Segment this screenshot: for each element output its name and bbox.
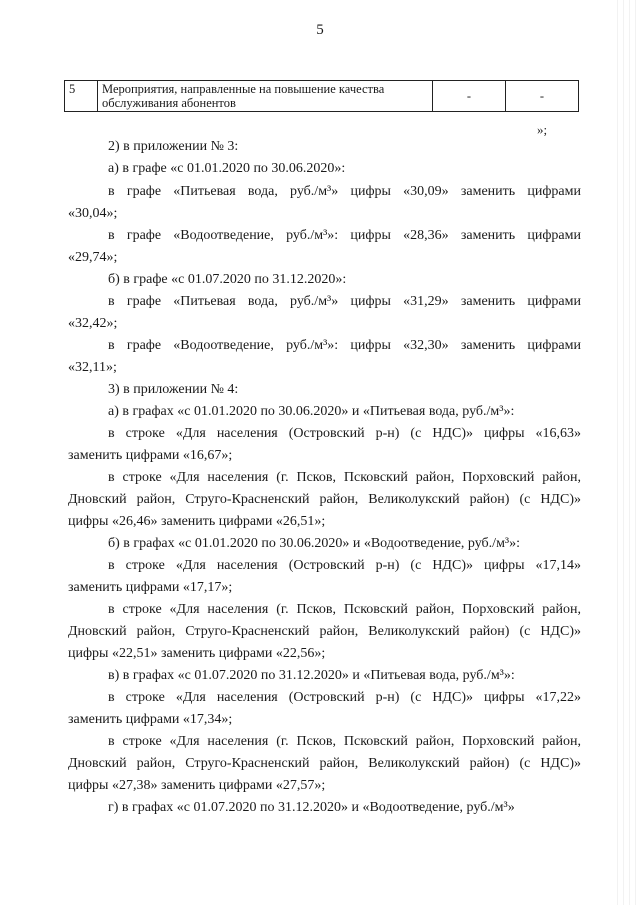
text-line: а) в графе «с 01.01.2020 по 30.06.2020»: <box>108 161 346 176</box>
closing-quote: »; <box>537 122 548 137</box>
text-line: Дновский район, Струго-Красненский район, Великолукский район) (с НДС)» <box>68 624 581 639</box>
text-line: в строке «Для населения (г. Псков, Псковский район, Порховский район, <box>108 602 581 617</box>
text-line: заменить цифрами «17,17»; <box>68 580 233 595</box>
text-line: в графе «Водоотведение, руб./м³»: цифры «28,36» заменить цифрами <box>108 228 581 243</box>
text-line: в строке «Для населения (г. Псков, Псковский район, Порховский район, <box>108 734 581 749</box>
text-line: Дновский район, Струго-Красненский район, Великолукский район) (с НДС)» <box>68 492 581 507</box>
text-line: заменить цифрами «17,34»; <box>68 712 233 727</box>
text-line: цифры «22,51» заменить цифрами «22,56»; <box>68 646 326 661</box>
text-line: б) в графах «с 01.01.2020 по 30.06.2020» и «Водоотведение, руб./м³»: <box>108 536 521 551</box>
text-line: «30,04»; <box>68 206 118 221</box>
text-line: в графе «Питьевая вода, руб./м³» цифры «31,29» заменить цифрами <box>108 294 581 309</box>
text-line: цифры «27,38» заменить цифрами «27,57»; <box>68 778 326 793</box>
text-line: заменить цифрами «16,67»; <box>68 448 233 463</box>
description-line: Мероприятия, направленные на повышение качества <box>102 82 385 96</box>
value-cell: - <box>506 81 579 112</box>
text-line: в строке «Для населения (г. Псков, Псковский район, Порховский район, <box>108 470 581 485</box>
text-line: 3) в приложении № 4: <box>108 382 239 397</box>
description-line: обслуживания абонентов <box>102 96 236 110</box>
text-line: б) в графе «с 01.07.2020 по 31.12.2020»: <box>108 272 347 287</box>
table-fragment <box>64 80 579 112</box>
text-line: в графе «Питьевая вода, руб./м³» цифры «30,09» заменить цифрами <box>108 184 581 199</box>
text-line: в графе «Водоотведение, руб./м³»: цифры «32,30» заменить цифрами <box>108 338 581 353</box>
page-number: 5 <box>316 22 324 38</box>
text-line: «32,42»; <box>68 316 118 331</box>
text-line: в строке «Для населения (Островский р-н) (с НДС)» цифры «16,63» <box>108 426 581 441</box>
text-line: «29,74»; <box>68 250 118 265</box>
text-line: в) в графах «с 01.07.2020 по 31.12.2020» и «Питьевая вода, руб./м³»: <box>108 668 515 683</box>
text-line: Дновский район, Струго-Красненский район, Великолукский район) (с НДС)» <box>68 756 581 771</box>
text-line: в строке «Для населения (Островский р-н) (с НДС)» цифры «17,22» <box>108 690 581 705</box>
text-line: а) в графах «с 01.01.2020 по 30.06.2020» и «Питьевая вода, руб./м³»: <box>108 404 515 419</box>
text-line: в строке «Для населения (Островский р-н) (с НДС)» цифры «17,14» <box>108 558 581 573</box>
row-number-cell: 5 <box>65 81 98 112</box>
value-cell: - <box>433 81 506 112</box>
text-line: г) в графах «с 01.07.2020 по 31.12.2020» и «Водоотведение, руб./м³» <box>108 800 515 815</box>
text-line: «32,11»; <box>68 360 117 375</box>
description-cell <box>98 81 433 112</box>
text-line: цифры «26,46» заменить цифрами «26,51»; <box>68 514 326 529</box>
text-line: 2) в приложении № 3: <box>108 139 239 154</box>
table-row <box>65 81 579 112</box>
scan-edge-shadow <box>612 0 640 905</box>
